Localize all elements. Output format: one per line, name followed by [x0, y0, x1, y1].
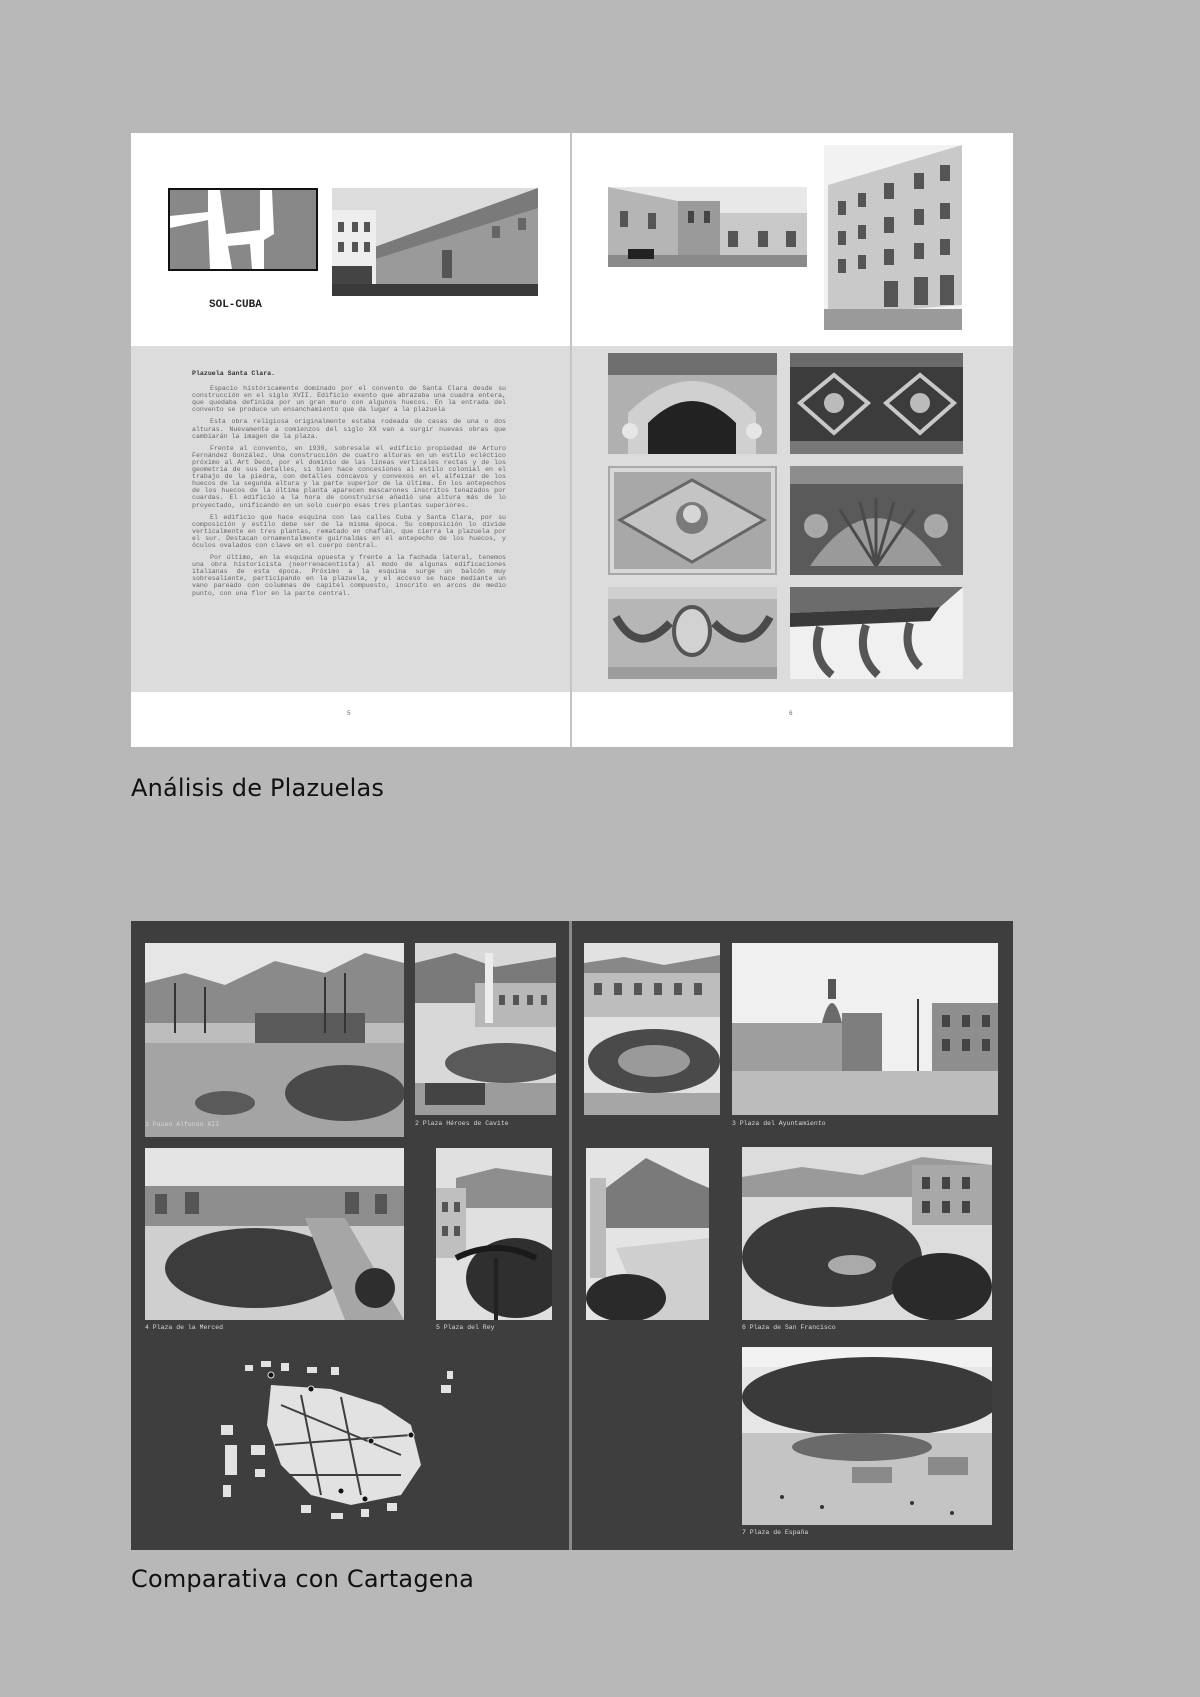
page-number-right: 6: [789, 710, 793, 717]
ornament-mascaron-photo: [608, 466, 777, 575]
photo-plaza-san-francisco: [742, 1147, 992, 1320]
street-photo: [608, 187, 807, 267]
article-heading: Plazuela Santa Clara.: [192, 370, 276, 377]
photo-plaza-rey: [436, 1148, 552, 1320]
ornament-arch-photo: [608, 353, 777, 454]
caption-2: 2 Plaza Héroes de Cavite: [415, 1120, 509, 1127]
ornament-balcony-photo: [790, 587, 963, 679]
caption-4: 4 Plaza de la Merced: [145, 1324, 224, 1331]
caption-7: 7 Plaza de España: [742, 1529, 809, 1536]
photo-plaza-ayuntamiento: [732, 943, 998, 1115]
spread-page-right: [572, 133, 1013, 747]
caption-6: 6 Plaza de San Francisco: [742, 1324, 836, 1331]
photo-heroes-cavite: [415, 943, 556, 1115]
sol-cuba-label: SOL-CUBA: [209, 299, 262, 311]
paragraph: Frente al convento, en 1930, sobresale el edificio propiedad de Arturo Fernández González. Una construcción de cuatro alturas en un estilo ecléctico próximo al Art Decó, por el dominio de las líneas verticales rectas y de los geometría de sus detalles, si bien hace concesiones al estilo colonial en el trabajo de la piedra, con detalles cóncavos y convexos en el alfeizar de los huecos de la segunda altura y la parte superior de la última. En los antepechos de los huecos de la última planta aparecen mascarones inscritos tenazados por cuardas. El edificio a la hora de construirse añadió una altura más de lo proyectado, unificando en un solo cuerpo esas tres plantas superiores.: [192, 444, 506, 509]
ornament-shell-photo: [790, 466, 963, 575]
caption-1: 1 Paseo Alfonso XII: [145, 1121, 220, 1128]
section-title-plazuelas: Análisis de Plazuelas: [131, 774, 385, 802]
building-photo: [824, 145, 962, 330]
photo-paseo-alfonso: [145, 943, 404, 1137]
paragraph: Esta obra religiosa originalmente estaba rodeada de casas de una o dos alturas. Nuevamente a comienzos del siglo XX van a surgir nuevas obras que cambiarán la imagen de la plaza.: [192, 418, 506, 440]
article-text: [192, 370, 506, 602]
ornament-balustrade-photo: [790, 353, 963, 454]
section-title-cartagena: Comparativa con Cartagena: [131, 1565, 475, 1593]
photo-ayuntamiento-gardens: [584, 943, 720, 1115]
photo-plaza-merced: [145, 1148, 404, 1320]
ornament-garland-photo: [608, 587, 777, 679]
spread-page-left: [131, 133, 570, 747]
page-number-left: 5: [347, 710, 351, 717]
photo-plaza-espana: [742, 1347, 992, 1525]
caption-5: 5 Plaza del Rey: [436, 1324, 495, 1331]
paragraph: Espacio históricamente dominado por el convento de Santa Clara desde su construcción en el siglo XVII. Edificio exento que abrazaba una cuadra entera, que quedaba definida por un gran muro con algunos huecos. En la entrada del convento se produce un ensanchamiento que da lugar a la plazuela: [192, 385, 506, 414]
cartagena-city-map: [211, 1345, 475, 1529]
dark-page-right: [572, 921, 1013, 1550]
dark-page-left: [131, 921, 569, 1550]
convent-photo: [332, 188, 538, 296]
photo-tower-palms: [586, 1148, 709, 1320]
paragraph: El edificio que hace esquina con las calles Cuba y Santa Clara, por su composición y estilo debe ser de la misma época. Su composición lo divide verticalmente en tres plantas, rematado en chaflán, que cierra la plazuela por el sur. Destacan ornamentalmente guirnaldas en el antepecho de los huecos, y óculos ovalados con clave en el cuerpo central.: [192, 513, 506, 549]
caption-3: 3 Plaza del Ayuntamiento: [732, 1120, 826, 1127]
site-plan-sol-cuba: [168, 188, 318, 271]
paragraph: Por último, en la esquina opuesta y frente a la fachada lateral, tenemos una obra historicista (neorrenacentista) al modo de algunas edificaciones italianas de esta época. Próximo a la esquina surge un balcón muy sobresaliente, participando en la plazuela, y el acceso se hace mediante un vano pareado con columnas de capitel compuesto, inscrito en arcos de medio punto, con una flor en la parte central.: [192, 554, 506, 597]
